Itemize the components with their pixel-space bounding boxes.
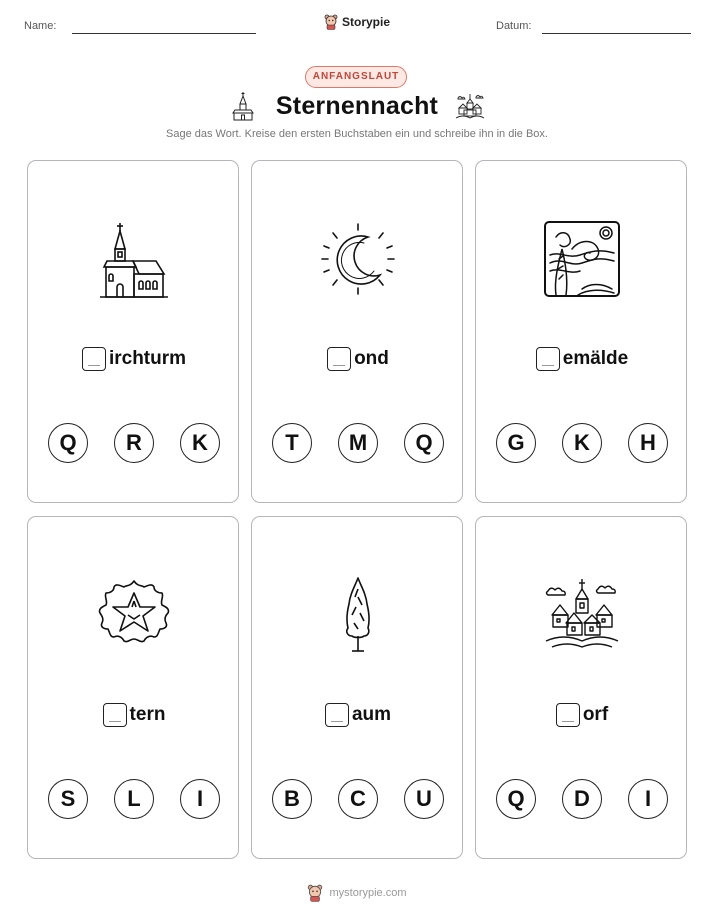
card-baum [251,516,463,859]
word [476,347,688,371]
word-rest: tern [129,704,166,725]
letter-choices [496,423,668,463]
category-badge: ANFANGSLAUT [305,66,407,88]
date-label: Datum: [496,20,532,32]
village-small-icon [455,91,485,121]
church-icon [94,219,174,299]
letter-choice[interactable]: M [338,423,378,463]
letter-choice[interactable]: S [48,779,88,819]
letter-choice[interactable]: Q [496,779,536,819]
letter-choice[interactable]: D [562,779,602,819]
letter-choice[interactable]: H [628,423,668,463]
moon-icon [318,219,398,299]
letter-choice[interactable]: K [180,423,220,463]
painting-icon [542,219,622,299]
card-kirchturm [27,160,239,503]
bear-icon [307,884,323,902]
village-icon [542,575,622,655]
answer-box[interactable] [103,703,127,727]
letter-choice[interactable]: Q [48,423,88,463]
answer-box[interactable] [536,347,560,371]
word [252,347,464,371]
answer-box[interactable] [327,347,351,371]
letter-choices [48,423,220,463]
word-rest: ond [354,348,389,369]
letter-choices [496,779,668,819]
word-rest: irchturm [108,348,187,369]
footer [0,884,714,902]
brand-logo [324,14,390,30]
card-stern [27,516,239,859]
letter-choice[interactable]: I [628,779,668,819]
card-gemaelde [475,160,687,503]
letter-choices [272,779,444,819]
letter-choice[interactable]: I [180,779,220,819]
word-rest: emälde [562,348,629,369]
footer-url[interactable]: mystorypie.com [329,887,407,899]
word [28,347,240,371]
letter-choices [48,779,220,819]
instruction-text: Sage das Wort. Kreise den ersten Buchstaben ein und schreibe ihn in die Box. [166,128,548,140]
letter-choice[interactable]: G [496,423,536,463]
date-field[interactable] [542,33,691,34]
brand-name: Storypie [342,15,391,29]
letter-choice[interactable]: U [404,779,444,819]
word-rest: aum [351,704,392,725]
letter-choice[interactable]: B [272,779,312,819]
letter-choice[interactable]: K [562,423,602,463]
bear-icon [324,14,338,30]
cypress-tree-icon [318,575,398,655]
word-rest: orf [582,704,609,725]
word [476,703,688,727]
word [252,703,464,727]
letter-choice[interactable]: C [338,779,378,819]
chapel-icon [231,91,255,121]
answer-box[interactable] [82,347,106,371]
answer-box[interactable] [556,703,580,727]
word [28,703,240,727]
card-mond [251,160,463,503]
card-dorf [475,516,687,859]
star-icon [94,575,174,655]
letter-choice[interactable]: R [114,423,154,463]
letter-choice[interactable]: L [114,779,154,819]
letter-choices [272,423,444,463]
page-title: Sternennacht [275,92,439,120]
letter-choice[interactable]: Q [404,423,444,463]
name-label: Name: [24,20,57,32]
letter-choice[interactable]: T [272,423,312,463]
answer-box[interactable] [325,703,349,727]
name-field[interactable] [72,33,256,34]
